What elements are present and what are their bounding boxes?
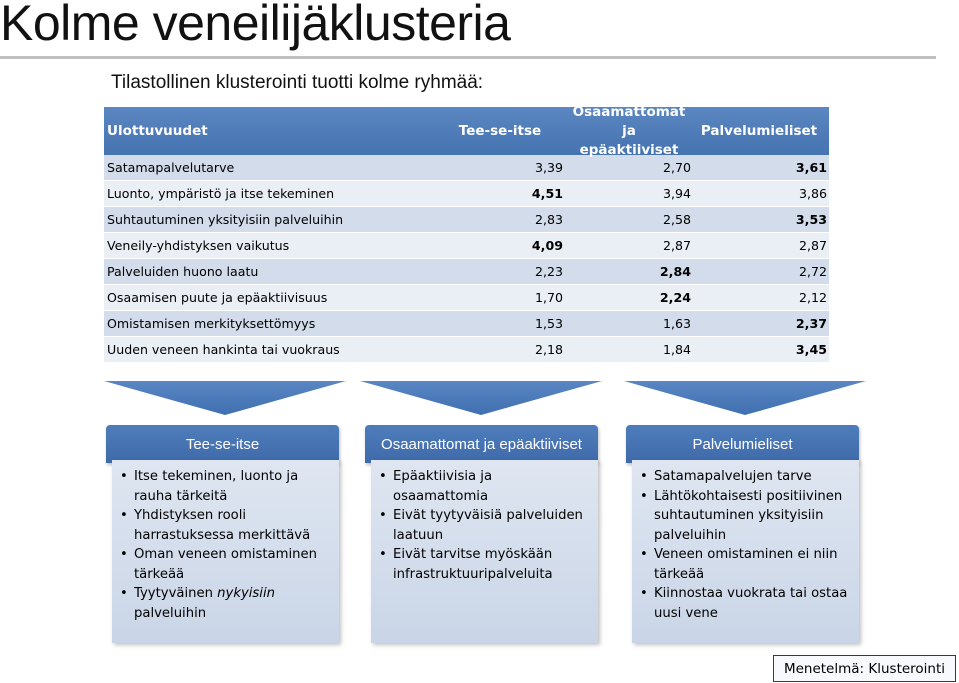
list-item: • Yhdistyksen rooli harrastuksessa merkittävä bbox=[120, 506, 331, 545]
list-item-text: palveluihin bbox=[134, 605, 207, 621]
value-osaamattomat: 3,94 bbox=[662, 186, 691, 201]
list-item-text: Tyytyväinen bbox=[134, 586, 218, 601]
table-row bbox=[104, 337, 829, 363]
list-item: • Epäaktiivisia ja osaamattomia bbox=[379, 467, 590, 506]
method-label: Menetelmä: Klusterointi bbox=[773, 655, 956, 682]
value-palvelumieliset: 3,86 bbox=[798, 186, 827, 201]
value-palvelumieliset: 2,87 bbox=[798, 238, 827, 253]
value-palvelumieliset: 3,45 bbox=[795, 342, 827, 357]
value-tee-se-itse: 3,39 bbox=[534, 160, 563, 175]
list-item: • Itse tekeminen, luonto ja rauha tärkeitä bbox=[120, 467, 331, 506]
value-osaamattomat: 1,63 bbox=[662, 316, 691, 331]
row-label: Suhtautuminen yksityisiin palveluihin bbox=[107, 212, 344, 227]
value-tee-se-itse: 4,51 bbox=[531, 186, 563, 201]
row-label: Satamapalvelutarve bbox=[107, 160, 235, 175]
table-row bbox=[104, 233, 829, 259]
value-tee-se-itse: 1,70 bbox=[534, 290, 563, 305]
table-row bbox=[104, 207, 829, 233]
value-osaamattomat: 2,58 bbox=[662, 212, 691, 227]
header-osaamattomat-line1: Osaamattomat ja bbox=[572, 103, 686, 139]
card-osaamattomat-title: Osaamattomat ja epäaktiiviset bbox=[365, 425, 598, 463]
slide-title: Kolme veneilijäklusteria bbox=[0, 0, 511, 51]
header-dimensions: Ulottuvuudet bbox=[107, 123, 208, 139]
list-item: • Kiinnostaa vuokrata tai ostaa uusi vene bbox=[640, 584, 851, 623]
table-row bbox=[104, 285, 829, 311]
value-osaamattomat: 1,84 bbox=[662, 342, 691, 357]
value-osaamattomat: 2,84 bbox=[659, 264, 691, 279]
value-tee-se-itse: 1,53 bbox=[534, 316, 563, 331]
table-row bbox=[104, 311, 829, 337]
row-label: Luonto, ympäristö ja itse tekeminen bbox=[107, 186, 335, 201]
table-body bbox=[104, 155, 829, 363]
cluster-arrow-1 bbox=[104, 381, 346, 415]
value-osaamattomat: 2,70 bbox=[662, 160, 691, 175]
value-palvelumieliset: 3,53 bbox=[795, 212, 827, 227]
header-osaamattomat-line2: epäaktiiviset bbox=[579, 141, 679, 158]
card-palvelumieliset-title: Palvelumieliset bbox=[626, 425, 859, 463]
card-tee-se-itse-title: Tee-se-itse bbox=[106, 425, 339, 463]
row-label: Uuden veneen hankinta tai vuokraus bbox=[107, 342, 340, 357]
table-row bbox=[104, 181, 829, 207]
header-osaamattomat bbox=[569, 103, 689, 160]
table-row bbox=[104, 259, 829, 285]
list-item: • Satamapalvelujen tarve bbox=[640, 467, 851, 487]
card-tee-se-itse-body bbox=[112, 460, 339, 643]
value-osaamattomat: 2,87 bbox=[662, 238, 691, 253]
value-tee-se-itse: 2,83 bbox=[534, 212, 563, 227]
value-osaamattomat: 2,24 bbox=[659, 290, 691, 305]
card-osaamattomat-body bbox=[371, 460, 598, 643]
card-palvelumieliset bbox=[626, 425, 859, 643]
row-label: Omistamisen merkityksettömyys bbox=[107, 316, 316, 331]
value-palvelumieliset: 3,61 bbox=[795, 160, 827, 175]
value-palvelumieliset: 2,72 bbox=[798, 264, 827, 279]
value-tee-se-itse: 2,18 bbox=[534, 342, 563, 357]
value-palvelumieliset: 2,12 bbox=[798, 290, 827, 305]
list-item: • Oman veneen omistaminen tärkeää bbox=[120, 545, 331, 584]
table-header-row bbox=[104, 103, 829, 158]
list-item: • Lähtökohtaisesti positiivinen suhtautuminen yksityisiin palveluihin bbox=[640, 487, 851, 546]
table-row bbox=[104, 155, 829, 181]
list-item: • Veneen omistaminen ei niin tärkeää bbox=[640, 545, 851, 584]
value-tee-se-itse: 4,09 bbox=[531, 238, 563, 253]
slide-subtitle: Tilastollinen klusterointi tuotti kolme ryhmää: bbox=[111, 72, 484, 93]
row-label: Veneily-yhdistyksen vaikutus bbox=[107, 238, 290, 253]
card-tee-se-itse bbox=[106, 425, 339, 643]
list-item: • Eivät tyytyväisiä palveluiden laatuun bbox=[379, 506, 590, 545]
header-tee-se-itse: Tee-se-itse bbox=[458, 123, 542, 139]
cluster-table bbox=[104, 103, 829, 363]
card-osaamattomat bbox=[365, 425, 598, 643]
row-label: Osaamisen puute ja epäaktiivisuus bbox=[107, 290, 328, 305]
card-palvelumieliset-body bbox=[632, 460, 859, 643]
cluster-arrow-3 bbox=[624, 381, 866, 415]
header-palvelumieliset: Palvelumieliset bbox=[700, 123, 818, 139]
list-item: • Eivät tarvitse myöskään infrastruktuuripalveluita bbox=[379, 545, 590, 584]
title-divider bbox=[0, 56, 936, 59]
cluster-arrow-2 bbox=[360, 381, 602, 415]
value-tee-se-itse: 2,23 bbox=[534, 264, 563, 279]
list-item-italic-text: nykyisiin bbox=[217, 586, 275, 601]
row-label: Palveluiden huono laatu bbox=[107, 264, 259, 279]
value-palvelumieliset: 2,37 bbox=[795, 316, 827, 331]
list-item bbox=[120, 584, 331, 623]
